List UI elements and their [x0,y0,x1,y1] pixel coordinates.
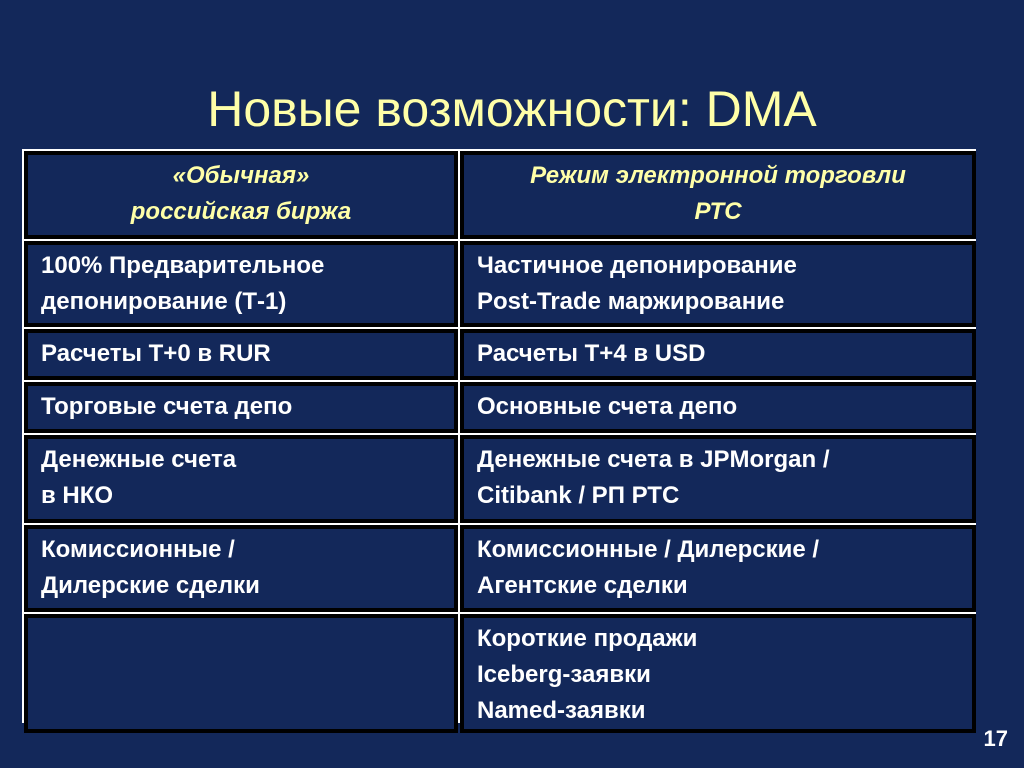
header-cell-right [460,151,976,239]
row-5-right-line-2: Агентские сделки [477,572,688,599]
row-6-right-line-1: Короткие продажи [477,625,698,652]
row-1-right-cell [460,241,976,327]
comparison-table [22,149,976,723]
row-4-right-line-1: Денежные счета в JPMorgan / [477,446,830,473]
row-6-left-cell-empty [24,614,458,733]
row-2-right-line-1: Расчеты Т+4 в USD [477,340,706,367]
row-5-right-cell [460,525,976,612]
header-left-line-1: «Обычная» [172,162,310,189]
row-5-right-line-1: Комиссионные / Дилерские / [477,536,820,563]
row-3-left-cell [24,382,458,433]
row-6-right-line-3: Named-заявки [477,697,646,724]
row-6-right-line-2: Iceberg-заявки [477,661,651,688]
row-1-left-line-1: 100% Предварительное [41,252,325,279]
row-3-right-line-1: Основные счета депо [477,393,738,420]
row-1-right-line-1: Частичное депонирование [477,252,797,279]
row-6-right-cell [460,614,976,733]
row-3-right-cell [460,382,976,433]
row-4-left-line-1: Денежные счета [41,446,237,473]
row-1-left-cell [24,241,458,327]
header-cell-left [24,151,458,239]
page-number: 17 [983,726,1008,751]
row-2-left-cell [24,329,458,380]
slide-title: Новые возможности: DMA [207,81,817,137]
row-3-left-line-1: Торговые счета депо [41,393,293,420]
row-1-right-line-2: Post-Trade маржирование [477,288,785,315]
header-right-line-1: Режим электронной торговли [530,162,906,189]
row-2-left-line-1: Расчеты Т+0 в RUR [41,340,271,367]
header-left-line-2: российская биржа [130,198,352,225]
row-5-left-line-2: Дилерские сделки [41,572,260,599]
row-2-right-cell [460,329,976,380]
row-1-left-line-2: депонирование (Т-1) [41,288,287,315]
header-right-line-2: РТС [694,198,742,225]
row-4-left-cell [24,435,458,523]
row-4-right-cell [460,435,976,523]
row-5-left-cell [24,525,458,612]
row-5-left-line-1: Комиссионные / [41,536,235,563]
row-4-right-line-2: Citibank / РП РТС [477,482,680,509]
row-4-left-line-2: в НКО [41,482,114,509]
